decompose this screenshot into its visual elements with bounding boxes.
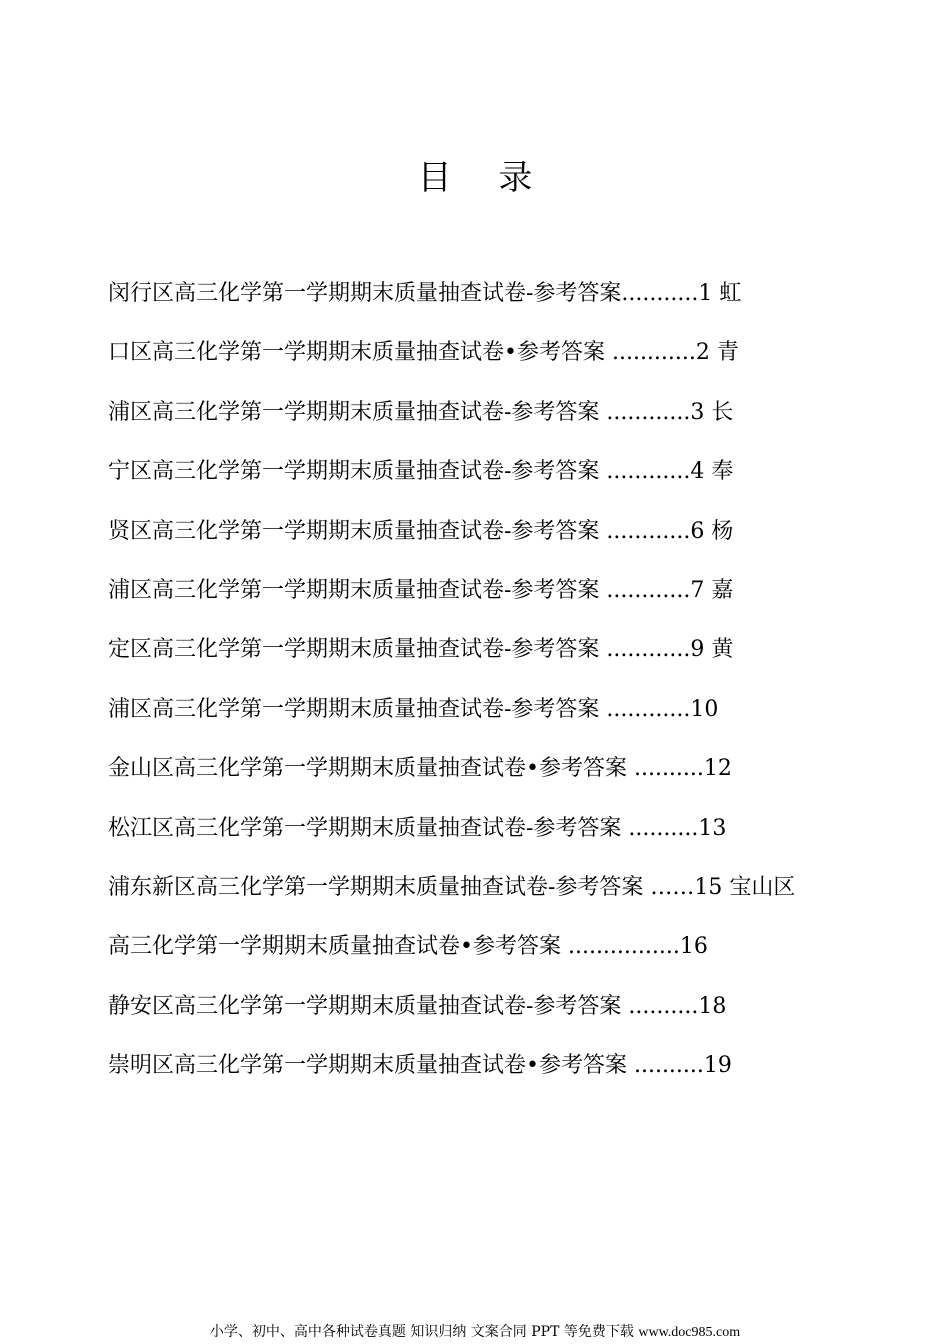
footer-url[interactable]: www.doc985.com	[638, 1325, 741, 1340]
page-title: 目 录	[417, 158, 551, 198]
toc-line[interactable]: 闵行区高三化学第一学期期末质量抽查试卷-参考答案...........1 虹	[108, 281, 742, 306]
toc-line[interactable]: 浦区高三化学第一学期期末质量抽查试卷-参考答案 ............7 嘉	[108, 577, 734, 603]
toc-line[interactable]: 崇明区高三化学第一学期期末质量抽查试卷•参考答案 ..........19	[108, 1053, 732, 1079]
toc-line[interactable]: 松江区高三化学第一学期期末质量抽查试卷-参考答案 ..........13	[108, 815, 727, 841]
toc-line[interactable]: 口区高三化学第一学期期末质量抽查试卷•参考答案 ............2 青	[108, 340, 739, 366]
toc-line[interactable]: 浦东新区高三化学第一学期期末质量抽查试卷-参考答案 ……15 宝山区	[108, 874, 796, 900]
toc-line[interactable]: 宁区高三化学第一学期期末质量抽查试卷-参考答案 ............4 奉	[108, 459, 734, 485]
page-footer	[0, 1322, 950, 1343]
footer-text: 小学、初中、高中各种试卷真题 知识归纳 文案合同 PPT 等免费下载	[209, 1324, 634, 1340]
table-of-contents	[108, 276, 868, 1107]
toc-line[interactable]: 定区高三化学第一学期期末质量抽查试卷-参考答案 ............9 黄	[108, 637, 734, 663]
toc-line[interactable]: 浦区高三化学第一学期期末质量抽查试卷-参考答案 ............10	[108, 696, 719, 722]
toc-line[interactable]: 金山区高三化学第一学期期末质量抽查试卷•参考答案 ..........12	[108, 756, 732, 782]
toc-line[interactable]: 贤区高三化学第一学期期末质量抽查试卷-参考答案 ............6 杨	[108, 518, 734, 544]
toc-line[interactable]: 浦区高三化学第一学期期末质量抽查试卷-参考答案 ............3 长	[108, 399, 734, 425]
toc-line[interactable]: 高三化学第一学期期末质量抽查试卷•参考答案 ................16	[108, 934, 708, 960]
toc-line[interactable]: 静安区高三化学第一学期期末质量抽查试卷-参考答案 ..........18	[108, 993, 727, 1019]
